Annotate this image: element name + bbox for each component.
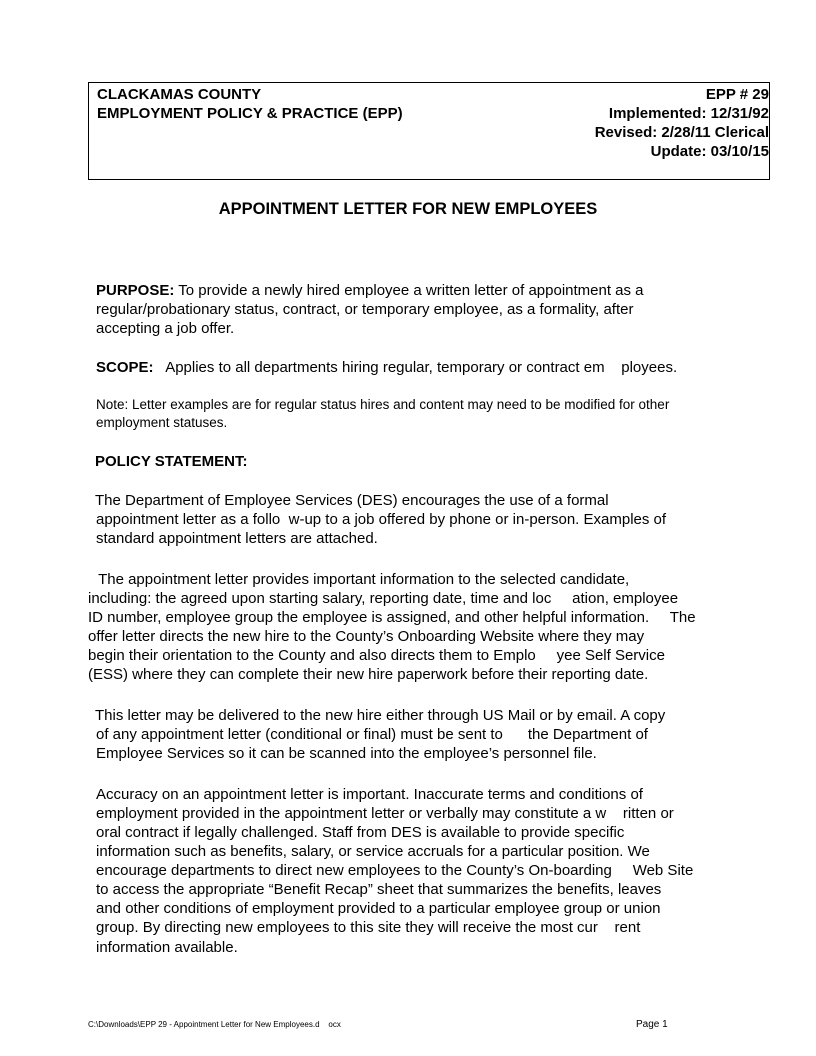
para2-line-3: ID number, employee group the employee is assigned, and other helpful information. The [88, 609, 696, 626]
para1-line-1: The Department of Employee Services (DES) encourages the use of a formal [95, 492, 609, 509]
footer-file-path: C:\Downloads\EPP 29 - Appointment Letter for New Employees.d ocx [88, 1020, 341, 1029]
note-line-2: employment statuses. [96, 415, 228, 430]
para4-line-2: employment provided in the appointment letter or verbally may constitute a w ritten or [96, 805, 674, 822]
scope-text: Applies to all departments hiring regular, temporary or contract em ployees. [165, 359, 678, 376]
para1-line-2: appointment letter as a follo w-up to a job offered by phone or in-person. Examples of [96, 511, 667, 528]
para4-line-3: oral contract if legally challenged. Staff from DES is available to provide specific [96, 824, 625, 841]
para4-line-8: group. By directing new employees to this site they will receive the most cur rent [96, 919, 641, 936]
para2-line-4: offer letter directs the new hire to the County’s Onboarding Website where they may [88, 628, 645, 645]
note-line-1: Note: Letter examples are for regular status hires and content may need to be modified for other [96, 397, 670, 412]
page-number: Page 1 [636, 1019, 668, 1030]
para4-line-4: information such as benefits, salary, or service accruals for a particular position. We [96, 843, 650, 860]
policy-statement-label: POLICY STATEMENT: [95, 453, 248, 470]
purpose-line-3: accepting a job offer. [96, 320, 235, 337]
para2-line-6: (ESS) where they can complete their new hire paperwork before their reporting date. [88, 666, 649, 683]
program-name: EMPLOYMENT POLICY & PRACTICE (EPP) [97, 105, 403, 122]
epp-number: EPP # 29 [705, 86, 769, 103]
para4-line-6: to access the appropriate “Benefit Recap” sheet that summarizes the benefits, leaves [96, 881, 662, 898]
para3-line-1: This letter may be delivered to the new hire either through US Mail or by email. A copy [95, 707, 666, 724]
para4-line-7: and other conditions of employment provided to a particular employee group or union [96, 900, 661, 917]
para1-line-3: standard appointment letters are attached. [96, 530, 378, 547]
para2-line-1: The appointment letter provides important information to the selected candidate, [90, 571, 630, 588]
revised-date: Revised: 2/28/11 Clerical [594, 124, 769, 141]
org-name: CLACKAMAS COUNTY [97, 86, 262, 103]
purpose-line-1 [96, 281, 644, 300]
para2-line-2: including: the agreed upon starting salary, reporting date, time and loc ation, employee [88, 590, 679, 607]
para4-line-9: information available. [96, 939, 238, 956]
purpose-line-2: regular/probationary status, contract, or temporary employee, as a formality, after [96, 301, 634, 318]
update-date: Update: 03/10/15 [650, 143, 769, 160]
para3-line-3: Employee Services so it can be scanned into the employee’s personnel file. [96, 745, 597, 762]
implemented-date: Implemented: 12/31/92 [608, 105, 769, 122]
purpose-text: To provide a newly hired employee a written letter of appointment as a [178, 282, 644, 299]
para3-line-2: of any appointment letter (conditional or final) must be sent to the Department of [96, 726, 648, 743]
para4-line-1: Accuracy on an appointment letter is important. Inaccurate terms and conditions of [96, 786, 643, 803]
para4-line-5: encourage departments to direct new employees to the County’s On-boarding Web Site [96, 862, 694, 879]
policy-statement-heading [95, 452, 248, 471]
page-title: APPOINTMENT LETTER FOR NEW EMPLOYEES [218, 200, 598, 218]
purpose-label: PURPOSE: [96, 282, 175, 299]
scope-line [96, 358, 677, 377]
scope-label: SCOPE: [96, 359, 154, 376]
para2-line-5: begin their orientation to the County and also directs them to Emplo yee Self Service [88, 647, 665, 664]
